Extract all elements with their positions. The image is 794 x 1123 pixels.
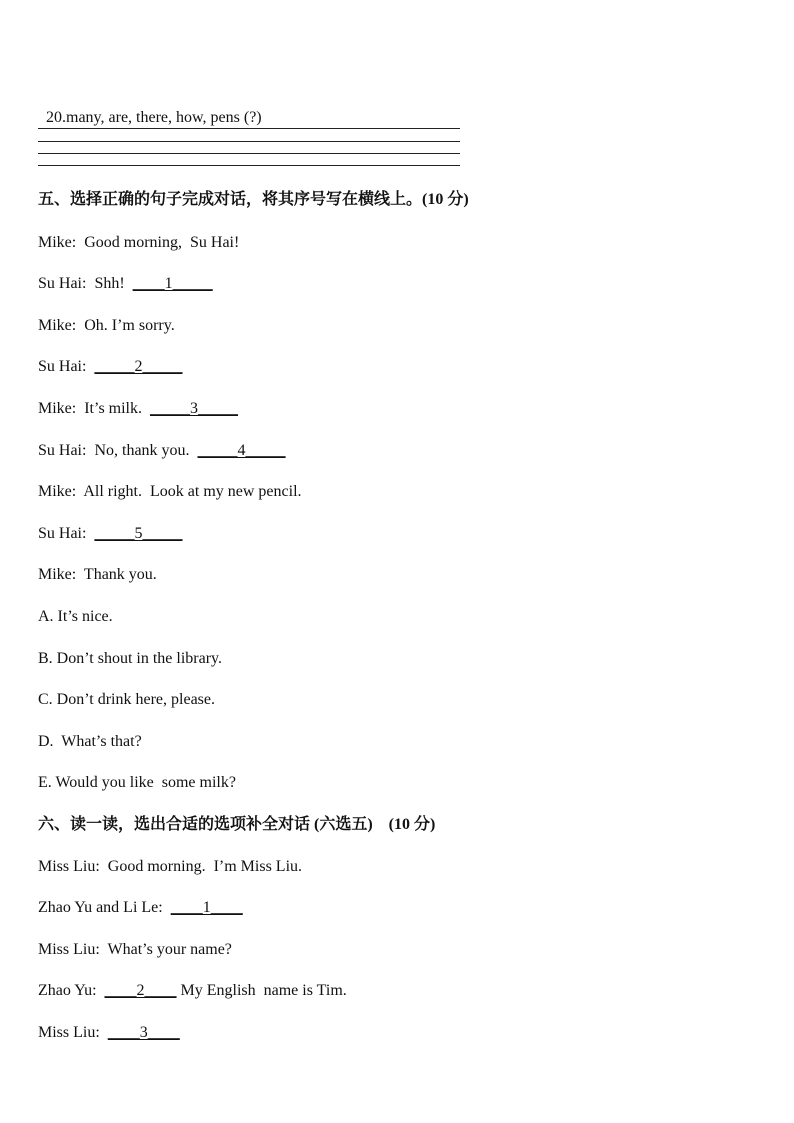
question-text: many, are, there, how, pens (?): [66, 109, 262, 126]
dialog-line: Mike: All right. Look at my new pencil.: [38, 483, 302, 500]
dialog-line: Miss Liu: ____3____: [38, 1024, 180, 1041]
answer-blank[interactable]: _____4_____: [197, 442, 286, 459]
dialog-line: Mike: Oh. I’m sorry.: [38, 317, 175, 334]
dialog-line: Su Hai: _____5_____: [38, 525, 183, 542]
option-a: A. It’s nice.: [38, 608, 113, 625]
option-d: D. What’s that?: [38, 733, 142, 750]
answer-rule-3: [38, 153, 460, 154]
dialog-line: Zhao Yu: ____2____ My English name is Tim.: [38, 982, 347, 999]
answer-rule-1: [38, 128, 460, 129]
dialog-line: Zhao Yu and Li Le: ____1____: [38, 899, 243, 916]
answer-blank[interactable]: ____2____: [104, 982, 177, 999]
dialog-line: Mike: It’s milk. _____3_____: [38, 400, 238, 417]
option-c: C. Don’t drink here, please.: [38, 691, 215, 708]
option-e: E. Would you like some milk?: [38, 774, 236, 791]
answer-blank[interactable]: _____3_____: [150, 400, 238, 417]
answer-blank[interactable]: _____2_____: [94, 358, 183, 375]
section-6-heading: 六、读一读，选出合适的选项补全对话 (六选五) (10 分): [38, 816, 436, 833]
answer-blank[interactable]: ____3____: [107, 1024, 180, 1041]
dialog-line: Mike: Good morning, Su Hai!: [38, 234, 240, 251]
option-b: B. Don’t shout in the library.: [38, 650, 222, 667]
answer-blank[interactable]: _____5_____: [94, 525, 183, 542]
dialog-line: Su Hai: Shh! ____1_____: [38, 275, 213, 292]
answer-rule-4: [38, 165, 460, 166]
dialog-line: Mike: Thank you.: [38, 566, 157, 583]
answer-rule-2: [38, 141, 460, 142]
question-20: [38, 88, 262, 128]
section-5-heading: 五、选择正确的句子完成对话，将其序号写在横线上。(10 分): [38, 191, 469, 208]
answer-blank[interactable]: ____1_____: [132, 275, 213, 292]
dialog-line: Su Hai: No, thank you. _____4_____: [38, 442, 286, 459]
dialog-line: Su Hai: _____2_____: [38, 358, 183, 375]
question-number: 20.: [46, 109, 66, 126]
dialog-line: Miss Liu: Good morning. I’m Miss Liu.: [38, 858, 303, 875]
dialog-line: Miss Liu: What’s your name?: [38, 941, 232, 958]
answer-blank[interactable]: ____1____: [170, 899, 243, 916]
